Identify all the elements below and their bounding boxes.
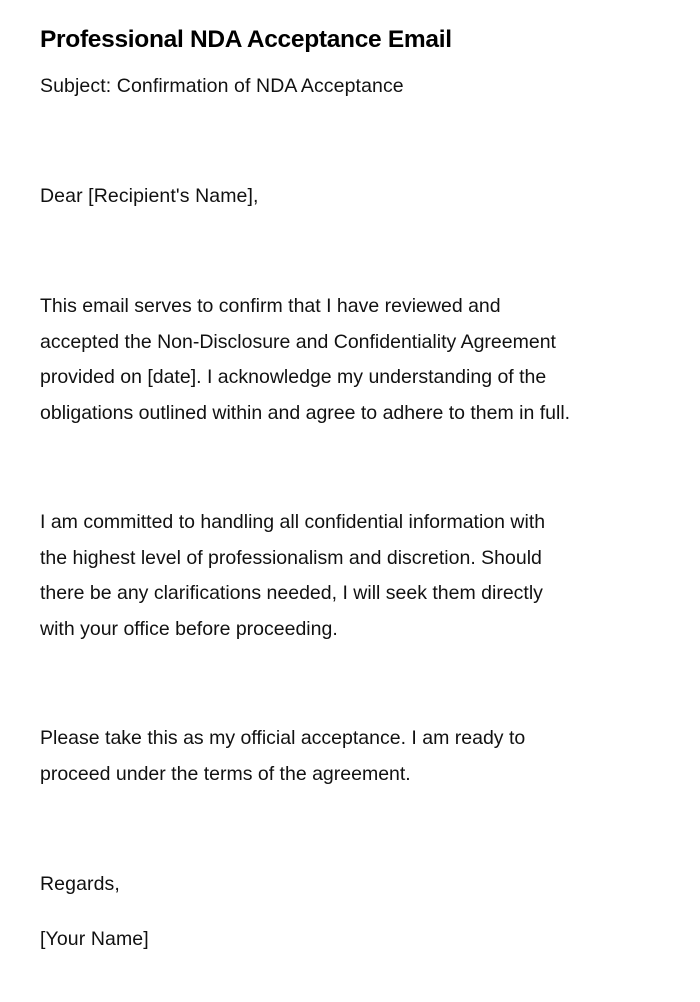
body-paragraph-1 — [40, 289, 640, 431]
paragraph-line: with your office before proceeding. — [40, 617, 338, 640]
body-paragraph-3 — [40, 721, 640, 792]
body-paragraph-2 — [40, 505, 640, 647]
paragraph-line: proceed under the terms of the agreement. — [40, 762, 411, 785]
closing: Regards, — [40, 873, 120, 895]
paragraph-line: obligations outlined within and agree to adhere to them in full. — [40, 401, 571, 424]
paragraph-line: there be any clarifications needed, I will seek them directly — [40, 582, 543, 604]
paragraph-line: provided on [date]. I acknowledge my understanding of the — [40, 366, 547, 388]
paragraph-line: the highest level of professionalism and discretion. Should — [40, 546, 542, 569]
paragraph-line: Please take this as my official acceptance. I am ready to — [40, 727, 526, 749]
greeting: Dear [Recipient's Name], — [40, 185, 259, 207]
subject-line: Subject: Confirmation of NDA Acceptance — [40, 75, 404, 97]
signature: [Your Name] — [40, 928, 149, 950]
paragraph-line: accepted the Non-Disclosure and Confidentiality Agreement — [40, 330, 556, 353]
page-title: Professional NDA Acceptance Email — [40, 26, 452, 53]
paragraph-line: This email serves to confirm that I have reviewed and — [40, 295, 501, 317]
paragraph-line: I am committed to handling all confidential information with — [40, 511, 546, 533]
